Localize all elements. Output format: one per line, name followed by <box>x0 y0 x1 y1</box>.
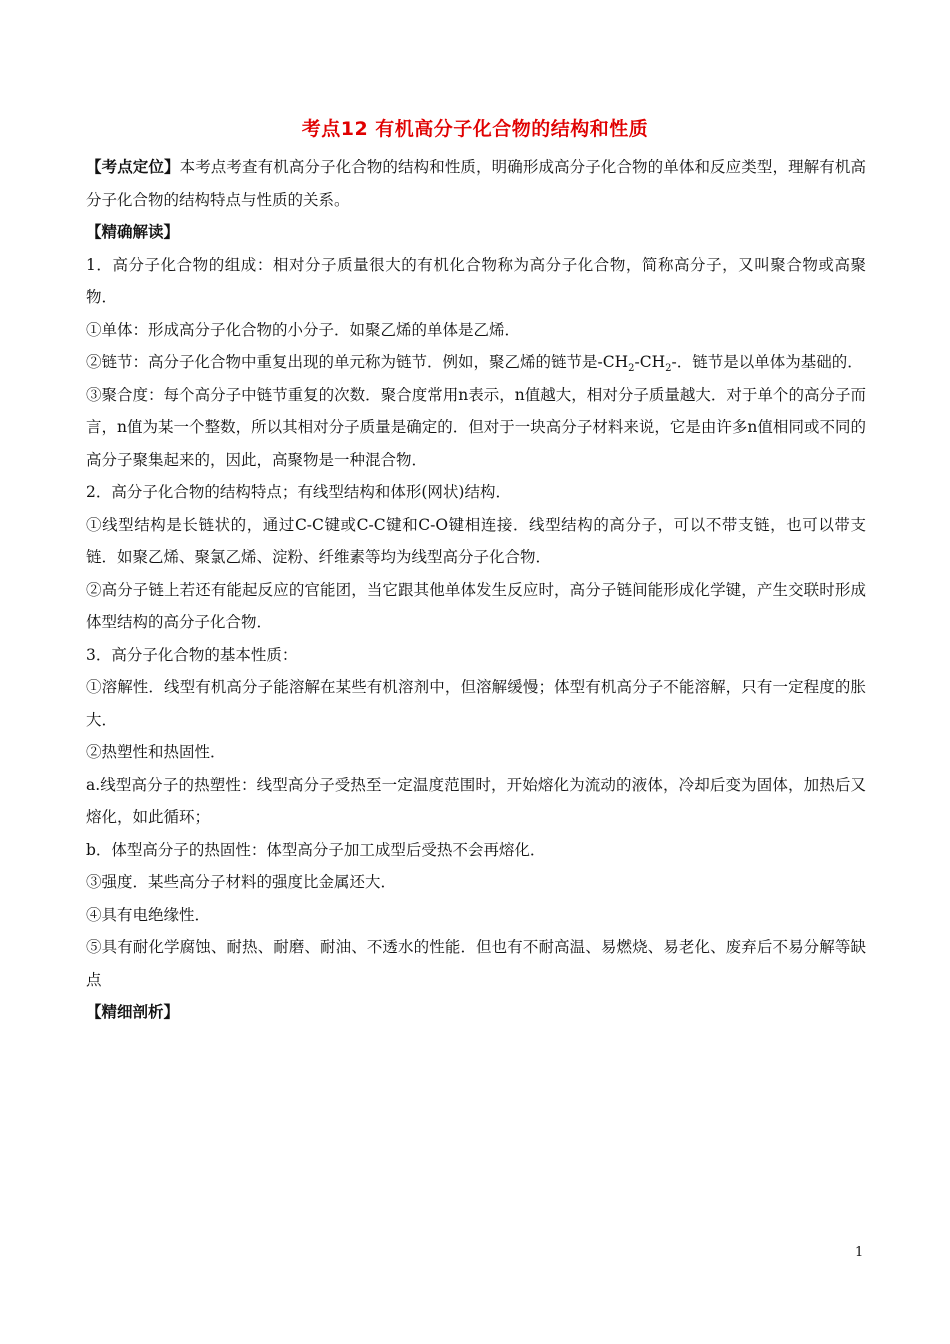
chain-unit-text-b: -CH <box>634 353 666 371</box>
positioning-paragraph <box>86 151 866 216</box>
paragraph-thermoplastic: a.线型高分子的热塑性：线型高分子受热至一定温度范围时，开始熔化为流动的液体，冷却后变为固体，加热后又熔化，如此循环； <box>86 775 866 826</box>
document-body <box>86 151 866 1029</box>
positioning-text: 本考点考查有机高分子化合物的结构和性质，明确形成高分子化合物的单体和反应类型，理解有机高分子化合物的结构特点与性质的关系。 <box>86 158 866 209</box>
paragraph-resistance: ⑤具有耐化学腐蚀、耐热、耐磨、耐油、不透水的性能．但也有不耐高温、易燃烧、易老化、废弃后不易分解等缺点 <box>86 938 866 989</box>
analysis-heading: 【精细剖析】 <box>86 1002 180 1021</box>
paragraph-thermo: ②热塑性和热固性． <box>86 743 226 761</box>
paragraph-structure: 2．高分子化合物的结构特点；有线型结构和体形(网状)结构． <box>86 483 511 501</box>
paragraph-monomer: ①单体：形成高分子化合物的小分子．如聚乙烯的单体是乙烯． <box>86 320 521 339</box>
document-title: 考点12 有机高分子化合物的结构和性质 <box>301 118 649 140</box>
paragraph-properties: 3．高分子化合物的基本性质： <box>86 645 298 664</box>
paragraph-network-structure: ②高分子链上若还有能起反应的官能团，当它跟其他单体发生反应时，高分子链间能形成化学键，产生交联时形成体型结构的高分子化合物． <box>86 580 866 631</box>
paragraph-linear-structure: ①线型结构是长链状的，通过C-C键或C-C键和C-O键相连接．线型结构的高分子，可以不带支链，也可以带支链．如聚乙烯、聚氯乙烯、淀粉、纤维素等均为线型高分子化合物． <box>86 515 866 566</box>
paragraph-degree-of-polymerization: ③聚合度：每个高分子中链节重复的次数．聚合度常用n表示，n值越大，相对分子质量越大．对于单个的高分子而言，n值为某一个整数，所以其相对分子质量是确定的．但对于一块高分子材料来说，它是由许多n值相同或不同的高分子聚集起来的，因此，高聚物是一种混合物． <box>86 385 866 469</box>
positioning-label: 【考点定位】 <box>86 157 180 176</box>
chain-unit-text-a: ②链节：高分子化合物中重复出现的单元称为链节．例如，聚乙烯的链节是-CH <box>86 353 629 371</box>
paragraph-composition: 1．高分子化合物的组成：相对分子质量很大的有机化合物称为高分子化合物，简称高分子，又叫聚合物或高聚物． <box>86 255 866 306</box>
paragraph-strength: ③强度．某些高分子材料的强度比金属还大． <box>86 873 397 891</box>
paragraph-solubility: ①溶解性．线型有机高分子能溶解在某些有机溶剂中，但溶解缓慢；体型有机高分子不能溶解，只有一定程度的胀大． <box>86 678 866 729</box>
paragraph-thermoset: b．体型高分子的热固性：体型高分子加工成型后受热不会再熔化． <box>86 840 546 859</box>
chain-unit-subscript-2: 2 <box>665 363 672 375</box>
chain-unit-subscript-1: 2 <box>628 363 635 375</box>
precise-reading-heading: 【精确解读】 <box>86 222 180 241</box>
paragraph-chain-unit <box>86 346 866 379</box>
page-number: 1 <box>855 1245 864 1260</box>
chain-unit-text-c: -．链节是以单体为基础的． <box>671 353 863 371</box>
paragraph-insulation: ④具有电绝缘性． <box>86 905 211 924</box>
